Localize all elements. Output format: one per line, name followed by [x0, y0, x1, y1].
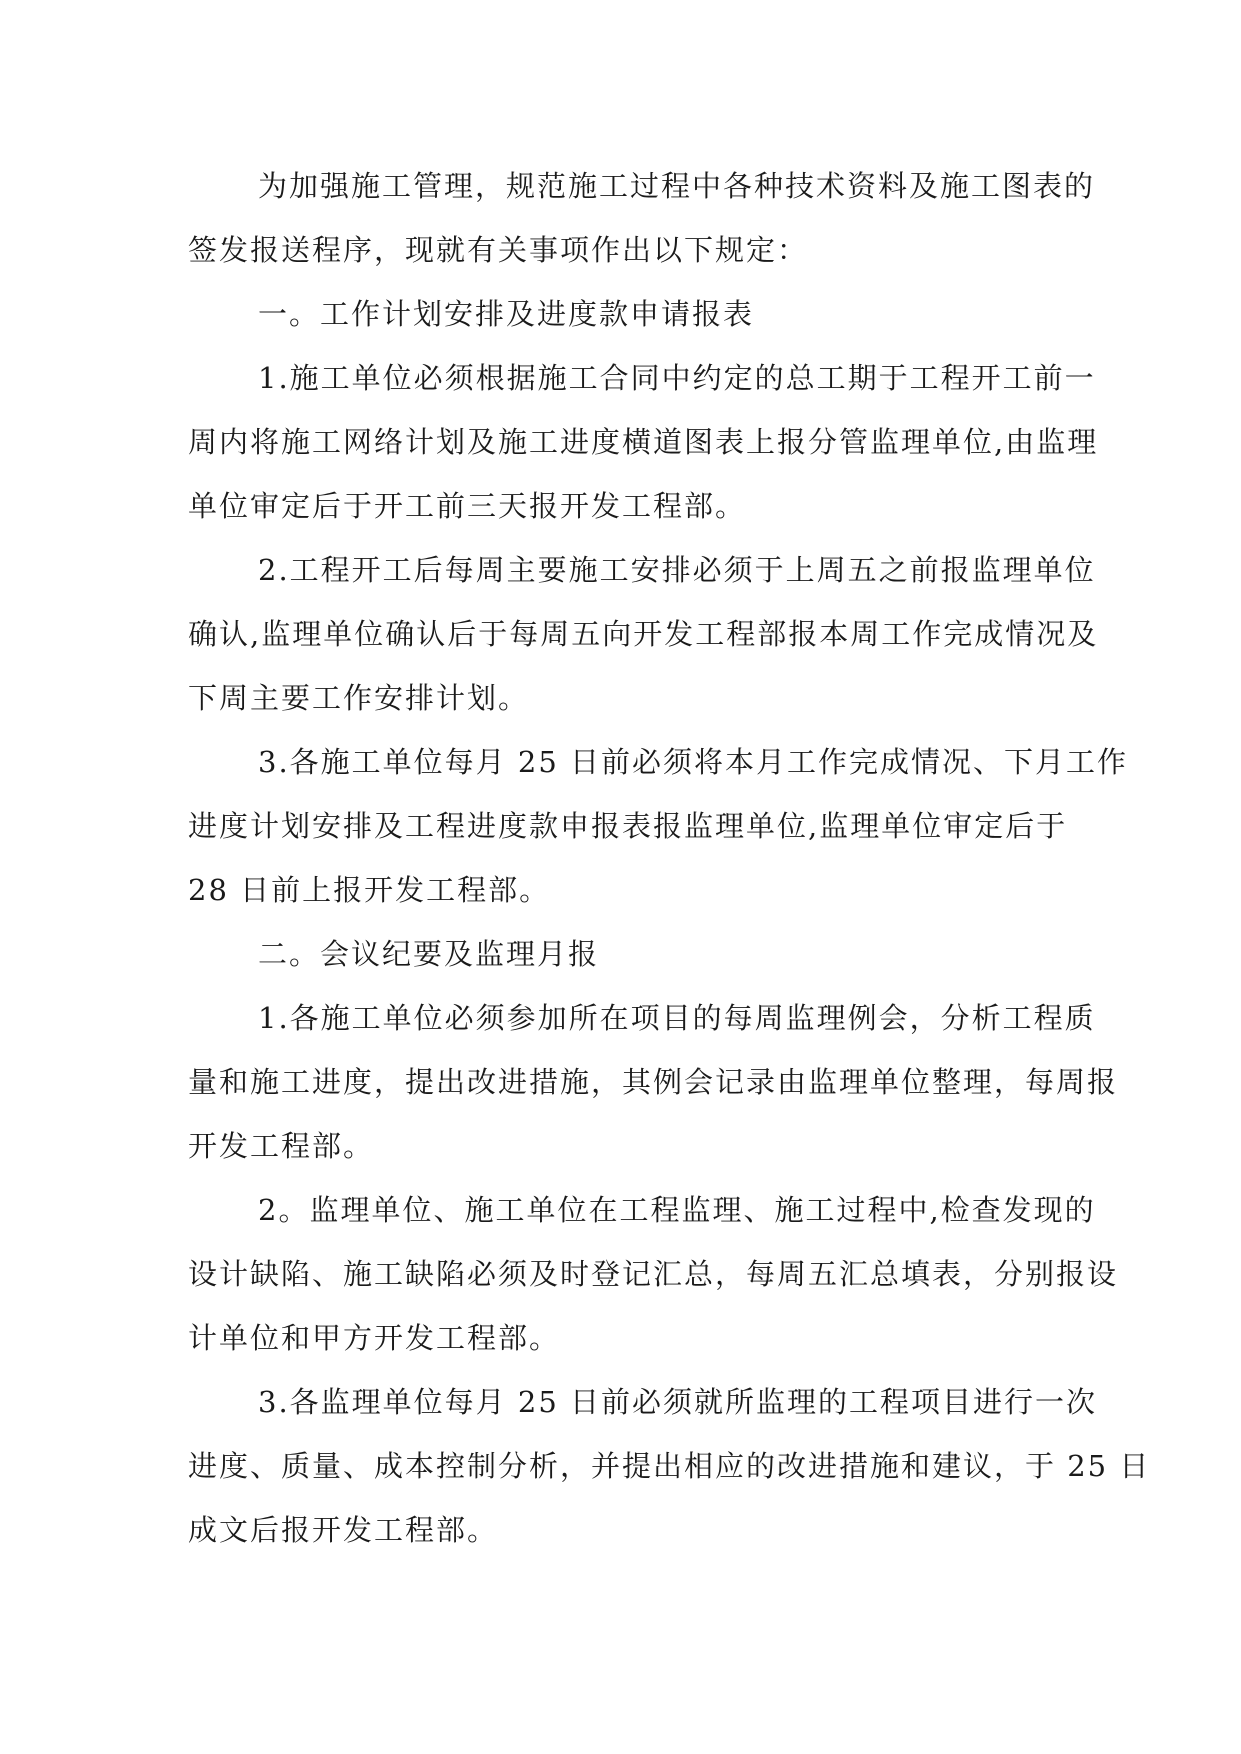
section-1-item-3-line-2: 进度计划安排及工程进度款申报表报监理单位,监理单位审定后于 — [188, 809, 1068, 843]
section-2-item-1-line-3: 开发工程部。 — [188, 1129, 375, 1163]
section-2-item-1-line-1: 1.各施工单位必须参加所在项目的每周监理例会，分析工程质 — [258, 1001, 1096, 1035]
section-2-item-1-line-2: 量和施工进度，提出改进措施，其例会记录由监理单位整理，每周报 — [188, 1065, 1119, 1099]
section-2-item-2-line-1: 2。监理单位、施工单位在工程监理、施工过程中,检查发现的 — [258, 1193, 1096, 1227]
section-2-item-2-line-3: 计单位和甲方开发工程部。 — [188, 1321, 561, 1355]
section-1-item-1-line-1: 1.施工单位必须根据施工合同中约定的总工期于工程开工前一 — [258, 361, 1096, 395]
section-2-item-3-line-2: 进度、质量、成本控制分析，并提出相应的改进措施和建议，于 25 日 — [188, 1449, 1151, 1483]
section-1-item-2-line-1: 2.工程开工后每周主要施工安排必须于上周五之前报监理单位 — [258, 553, 1096, 587]
section-1-item-3-line-3: 28 日前上报开发工程部。 — [188, 873, 551, 907]
section-1-item-3-line-1: 3.各施工单位每月 25 日前必须将本月工作完成情况、下月工作 — [258, 745, 1129, 779]
section-1-heading: 一。工作计划安排及进度款申请报表 — [258, 297, 755, 331]
section-1-item-1-line-2: 周内将施工网络计划及施工进度横道图表上报分管监理单位,由监理 — [188, 425, 1099, 459]
section-2-heading: 二。会议纪要及监理月报 — [258, 937, 600, 971]
intro-line-2: 签发报送程序，现就有关事项作出以下规定： — [188, 233, 809, 267]
document-page — [188, 154, 1151, 1562]
section-1-item-2-line-3: 下周主要工作安排计划。 — [188, 681, 530, 715]
section-2-item-2-line-2: 设计缺陷、施工缺陷必须及时登记汇总，每周五汇总填表，分别报设 — [188, 1257, 1119, 1291]
intro-line-1: 为加强施工管理，规范施工过程中各种技术资料及施工图表的 — [258, 169, 1096, 203]
section-2-item-3-line-1: 3.各监理单位每月 25 日前必须就所监理的工程项目进行一次 — [258, 1385, 1098, 1419]
section-1-item-2-line-2: 确认,监理单位确认后于每周五向开发工程部报本周工作完成情况及 — [188, 617, 1099, 651]
section-1-item-1-line-3: 单位审定后于开工前三天报开发工程部。 — [188, 489, 747, 523]
section-2-item-3-line-3: 成文后报开发工程部。 — [188, 1513, 499, 1547]
